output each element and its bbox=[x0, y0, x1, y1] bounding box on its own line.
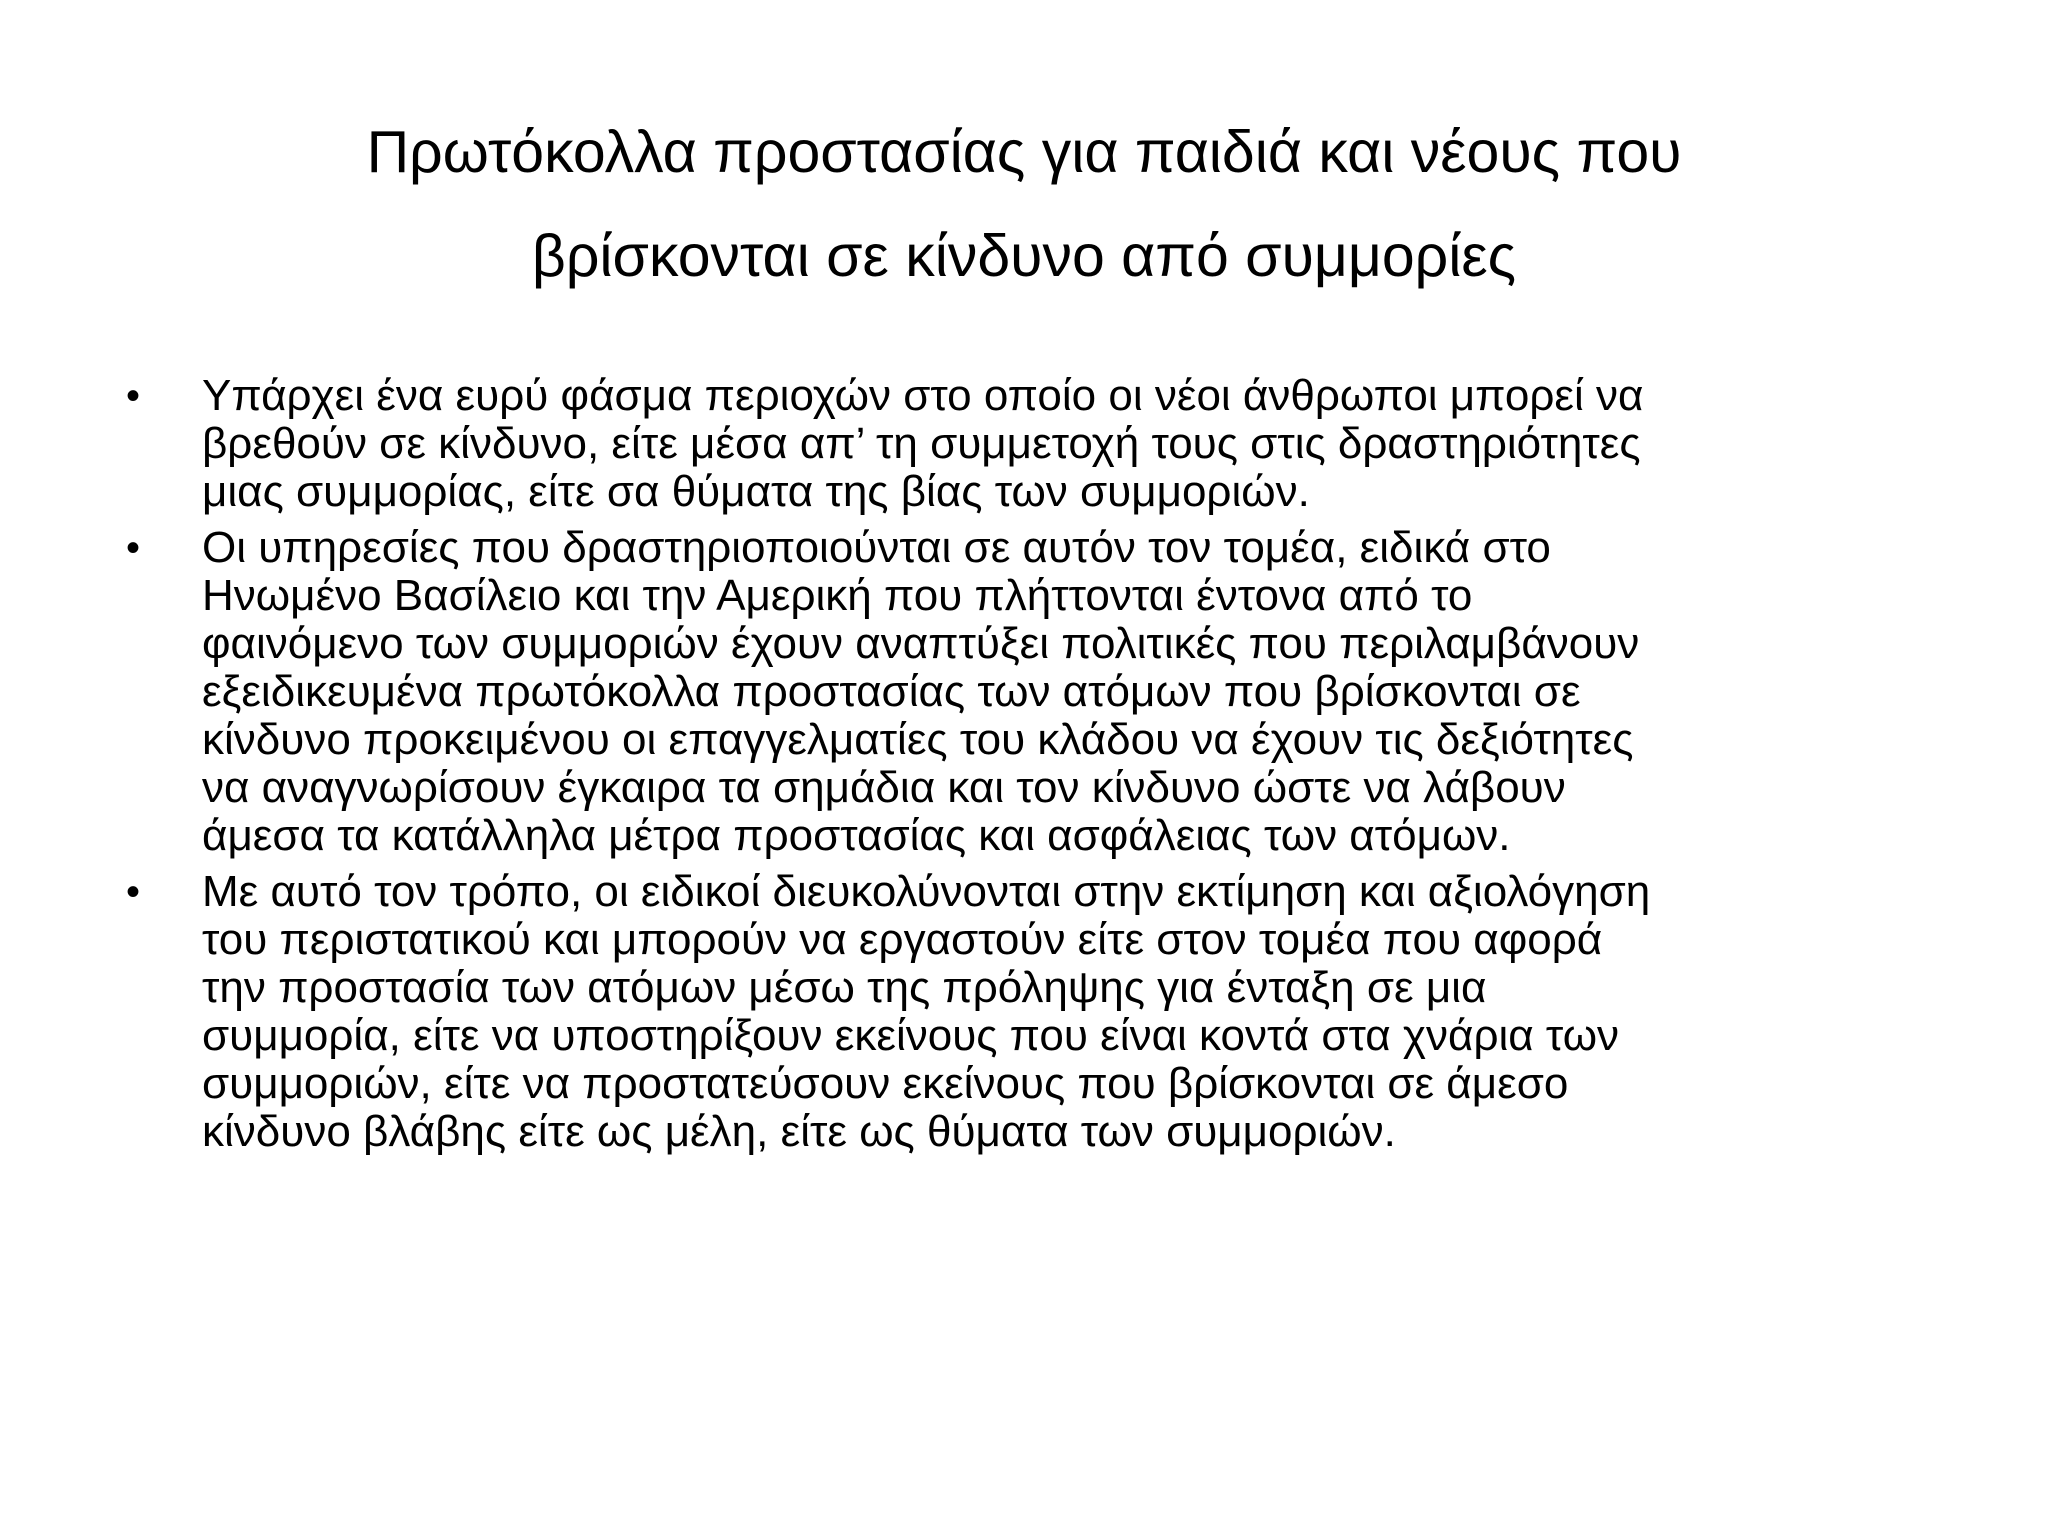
bullet-icon: • bbox=[126, 374, 141, 418]
bullet-line: εξειδικευμένα πρωτόκολλα προστασίας των ατόμων που βρίσκονται σε bbox=[202, 667, 1581, 716]
bullet-line: Ηνωμένο Βασίλειο και την Αμερική που πλήττονται έντονα από το bbox=[202, 571, 1473, 620]
bullet-line: μιας συμμορίας, είτε σα θύματα της βίας των συμμοριών. bbox=[202, 467, 1310, 516]
bullet-line: κίνδυνο βλάβης είτε ως μέλη, είτε ως θύματα των συμμοριών. bbox=[202, 1107, 1396, 1156]
bullet-line: Με αυτό τον τρόπο, οι ειδικοί διευκολύνονται στην εκτίμηση και αξιολόγηση bbox=[202, 867, 1651, 916]
bullet-line: φαινόμενο των συμμοριών έχουν αναπτύξει πολιτικές που περιλαμβάνουν bbox=[202, 619, 1640, 668]
slide-title bbox=[150, 100, 1898, 308]
bullet-line: συμμοριών, είτε να προστατεύσουν εκείνους που βρίσκονται σε άμεσο bbox=[202, 1059, 1569, 1108]
bullet-line: κίνδυνο προκειμένου οι επαγγελματίες του κλάδου να έχουν τις δεξιότητες bbox=[202, 715, 1634, 764]
bullet-line: του περιστατικού και μπορούν να εργαστούν είτε στον τομέα που αφορά bbox=[202, 915, 1603, 964]
bullet-line: Υπάρχει ένα ευρύ φάσμα περιοχών στο οποίο οι νέοι άνθρωποι μπορεί να bbox=[202, 371, 1644, 420]
bullet-line: άμεσα τα κατάλληλα μέτρα προστασίας και ασφάλειας των ατόμων. bbox=[202, 811, 1511, 860]
bullet-icon: • bbox=[126, 526, 141, 570]
slide-title-line: Πρωτόκολλα προστασίας για παιδιά και νέους που bbox=[366, 119, 1682, 185]
bullet-line: Οι υπηρεσίες που δραστηριοποιούνται σε αυτόν τον τομέα, ειδικά στο bbox=[202, 523, 1551, 572]
bullet-line: την προστασία των ατόμων μέσω της πρόληψης για ένταξη σε μια bbox=[202, 963, 1487, 1012]
bullet-text bbox=[202, 372, 1940, 516]
bullet-line: να αναγνωρίσουν έγκαιρα τα σημάδια και τον κίνδυνο ώστε να λάβουν bbox=[202, 763, 1566, 812]
bullet-item bbox=[120, 868, 1940, 1156]
bullet-line: βρεθούν σε κίνδυνο, είτε μέσα απ’ τη συμμετοχή τους στις δραστηριότητες bbox=[202, 419, 1641, 468]
bullet-icon: • bbox=[126, 870, 141, 914]
bullet-text bbox=[202, 868, 1940, 1156]
bullet-item bbox=[120, 372, 1940, 516]
bullet-item bbox=[120, 524, 1940, 860]
bullet-text bbox=[202, 524, 1940, 860]
bullet-list bbox=[120, 372, 1940, 1164]
slide-title-line: βρίσκονται σε κίνδυνο από συμμορίες bbox=[531, 223, 1517, 289]
bullet-line: συμμορία, είτε να υποστηρίξουν εκείνους που είναι κοντά στα χνάρια των bbox=[202, 1011, 1620, 1060]
